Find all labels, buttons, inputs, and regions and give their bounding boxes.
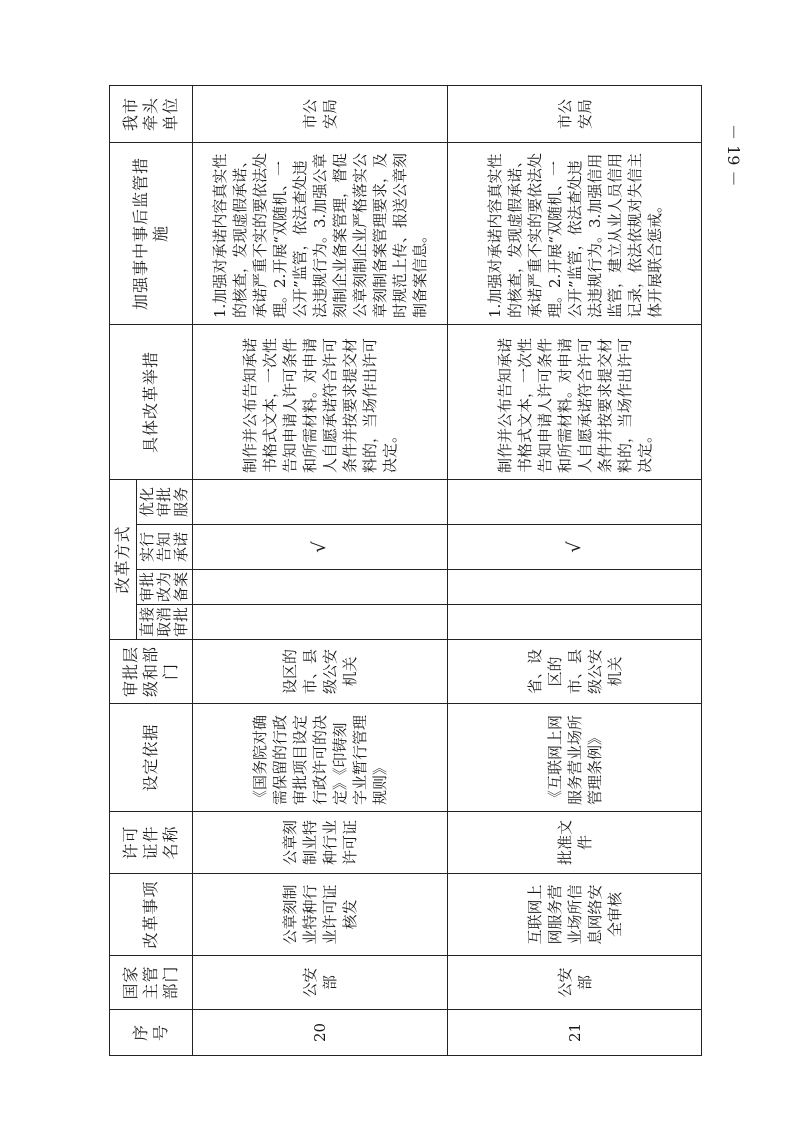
cell-license-name: 公章刻制业特种行业许可证 — [193, 812, 448, 874]
cell-supervision: 1.加强对承诺内容真实性的核查，发现虚假承诺、承诺严重不实的要依法处理。2.开展“双随机、一公开”监管，依法查处违法违规行为。3.加强信用监管，建立从业人员信用记录，依法依规对失信主体开展联合惩戒。 — [448, 142, 702, 324]
cell-mode-optimize — [448, 479, 702, 524]
cell-supervision: 1.加强对承诺内容真实性的核查，发现虚假承诺、承诺严重不实的要依法处理。2.开展“双随机、一公开”监管，依法查处违法违规行为。3.加强公章刻制企业备案管理，督促公章刻制企业严格落实公章刻制备案管理要求，及时规范上传、报送公章刻制备案信息。 — [193, 142, 448, 324]
cell-mode-optimize — [193, 479, 448, 524]
check-mark: √ — [193, 525, 448, 570]
cell-seq: 21 — [448, 1010, 702, 1056]
header-mode-cancel: 直接取消审批 — [137, 605, 193, 640]
cell-national-dept: 公安部 — [193, 956, 448, 1010]
cell-basis: 《国务院对确需保留的行政审批项目设定行政许可的决定》《印铸刻字业暂行管理规则》 — [193, 704, 448, 812]
rotated-table-wrapper — [109, 86, 696, 1056]
cell-lead-unit: 市公安局 — [193, 85, 448, 142]
header-measures: 具体改革举措 — [110, 324, 193, 479]
header-reform-mode: 改革方式 — [110, 479, 137, 639]
cell-national-dept: 公安部 — [448, 956, 702, 1010]
cell-license-name: 批准文件 — [448, 812, 702, 874]
cell-mode-cancel — [193, 605, 448, 640]
cell-approval-level: 省、设区的市、县级公安机关 — [448, 640, 702, 704]
cell-basis: 《互联网上网服务营业场所管理条例》 — [448, 704, 702, 812]
header-mode-filing: 审批改为备案 — [137, 570, 193, 605]
cell-mode-cancel — [448, 605, 702, 640]
header-basis: 设定依据 — [110, 704, 193, 812]
header-mode-notify: 实行告知承诺 — [137, 525, 193, 570]
cell-measures: 制作并公布告知承诺书格式文本，一次性告知申请人许可条件和所需材料。对申请人自愿承诺符合许可条件并按要求提交材料的，当场作出许可决定。 — [193, 324, 448, 479]
table-row — [193, 85, 448, 1055]
table-row — [448, 85, 702, 1055]
cell-lead-unit: 市公安局 — [448, 85, 702, 142]
header-lead-unit: 我市牵头单位 — [110, 85, 193, 142]
cell-approval-level: 设区的市、县级公安机关 — [193, 640, 448, 704]
reform-table — [109, 85, 702, 1056]
header-mode-optimize: 优化审批服务 — [137, 479, 193, 524]
cell-mode-filing — [448, 570, 702, 605]
header-supervision: 加强事中事后监管措施 — [110, 142, 193, 324]
cell-item: 互联网上网服务营业场所信息网络安全审核 — [448, 874, 702, 956]
header-item: 改革事项 — [110, 874, 193, 956]
header-national-dept: 国家主管部门 — [110, 956, 193, 1010]
cell-measures: 制作并公布告知承诺书格式文本，一次性告知申请人许可条件和所需材料。对申请人自愿承诺符合许可条件并按要求提交材料的，当场作出许可决定。 — [448, 324, 702, 479]
header-approval-level: 审批层级和部门 — [110, 640, 193, 704]
cell-mode-filing — [193, 570, 448, 605]
header-license-name: 许可证件名称 — [110, 812, 193, 874]
cell-item: 公章刻制业特种行业许可证核发 — [193, 874, 448, 956]
cell-seq: 20 — [193, 1010, 448, 1056]
header-seq: 序号 — [110, 1010, 193, 1056]
page-number: － 19 － — [724, 123, 743, 187]
check-mark: √ — [448, 525, 702, 570]
